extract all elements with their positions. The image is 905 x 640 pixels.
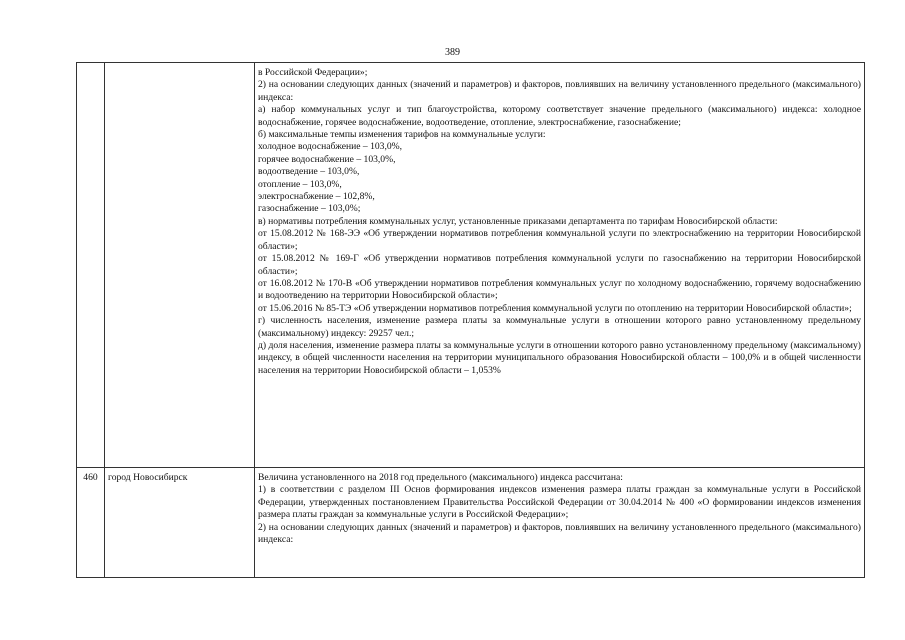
text-paragraph: от 15.08.2012 № 168-ЭЭ «Об утверждении нормативов потребления коммунальной услуги по электроснабжению на территории Новосибирской области»; bbox=[258, 228, 861, 252]
text-paragraph: от 15.08.2012 № 169-Г «Об утверждении нормативов потребления коммунальной услуги по газоснабжению на территории Новосибирской области»; bbox=[258, 253, 861, 277]
page-number: 389 bbox=[445, 47, 460, 58]
table-row bbox=[77, 63, 865, 468]
text-paragraph: г) численность населения, изменение размера платы за коммунальные услуги в отношении которого равно установленному предельному (максимальному) индексу: 29257 чел.; bbox=[258, 315, 861, 339]
text-paragraph: от 15.06.2016 № 85-ТЭ «Об утверждении нормативов потребления коммунальной услуги по отоплению на территории Новосибирской области»; bbox=[258, 302, 852, 314]
text-paragraph: 1) в соответствии с разделом III Основ формирования индексов изменения размера платы граждан за коммунальные услуги в Российской Федерации, утвержденных постановлением Правительства Российской Федерации от 30.04.2014 № 400 «О формировании индексов изменения размера платы граждан за коммунальные услуги в Российской Федерации»; bbox=[258, 484, 861, 521]
text-paragraph: 2) на основании следующих данных (значений и параметров) и факторов, повлиявших на величину установленного предельного (максимального) индекса: bbox=[258, 79, 861, 103]
text-paragraph: в Российской Федерации»; bbox=[258, 67, 368, 78]
row-number-cell bbox=[77, 63, 105, 468]
text-paragraph: отопление – 103,0%, bbox=[258, 178, 342, 190]
text-paragraph: электроснабжение – 102,8%, bbox=[258, 191, 375, 203]
calculation-text-cell bbox=[255, 468, 865, 578]
text-paragraph: д) доля населения, изменение размера платы за коммунальные услуги в отношении которого равно установленному предельному (максимальному) индексу, в общей численности населения на территории муниципального образования Новосибирской области – 100,0% и в общей численности населения на территории Новосибирской области – 1,053% bbox=[258, 339, 861, 376]
index-table bbox=[76, 62, 865, 578]
text-paragraph: Величина установленного на 2018 год предельного (максимального) индекса рассчитана: bbox=[258, 472, 623, 483]
text-paragraph: от 16.08.2012 № 170-В «Об утверждении нормативов потребления коммунальных услуг по холодному водоснабжению, горячему водоснабжению и водоотведению на территории Новосибирской области»; bbox=[258, 277, 861, 302]
text-paragraph: в) нормативы потребления коммунальных услуг, установленные приказами департамента по тарифам Новосибирской области: bbox=[258, 215, 778, 227]
table-row bbox=[77, 468, 865, 578]
municipality-name-cell bbox=[105, 63, 255, 468]
text-paragraph: горячее водоснабжение – 103,0%, bbox=[258, 153, 396, 165]
text-paragraph: водоотведение – 103,0%, bbox=[258, 166, 360, 178]
text-paragraph: холодное водоснабжение – 103,0%, bbox=[258, 141, 403, 153]
municipality-name-cell: город Новосибирск bbox=[105, 468, 255, 578]
text-paragraph: б) максимальные темпы изменения тарифов на коммунальные услуги: bbox=[258, 129, 546, 141]
text-paragraph: газоснабжение – 103,0%; bbox=[258, 203, 361, 215]
row-number-cell: 460 bbox=[77, 468, 105, 578]
text-paragraph: 2) на основании следующих данных (значений и параметров) и факторов, повлиявших на величину установленного предельного (максимального) индекса: bbox=[258, 521, 861, 546]
text-paragraph: а) набор коммунальных услуг и тип благоустройства, которому соответствует значение предельного (максимального) индекса: холодное водоснабжение, горячее водоснабжение, водоотведение, отопление, электроснабжение, газоснабжение; bbox=[258, 104, 861, 128]
calculation-text-cell bbox=[255, 63, 865, 468]
